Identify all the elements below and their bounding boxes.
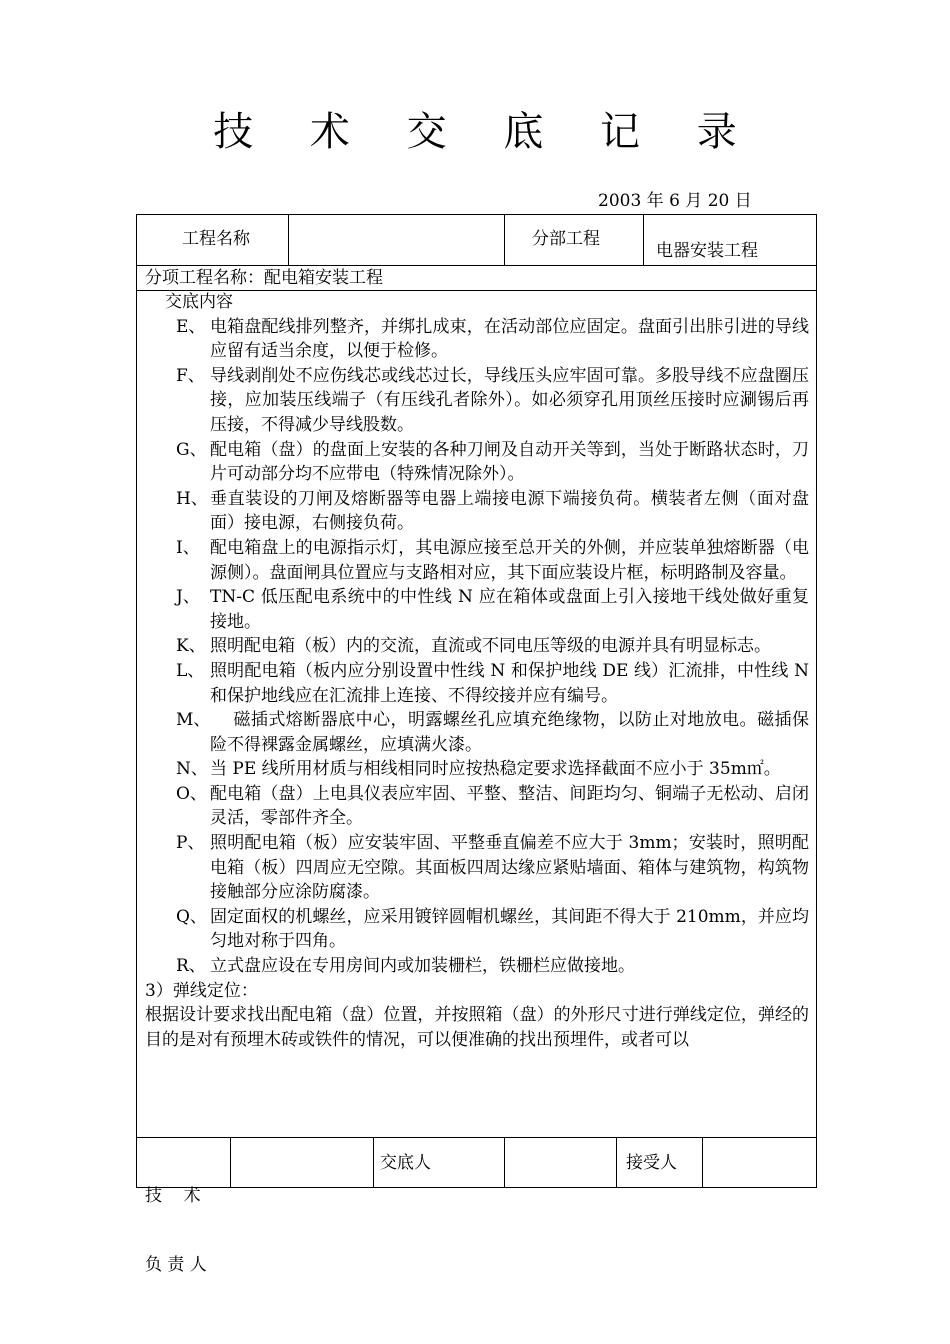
list-item	[145, 487, 809, 536]
presenter-label: 交底人	[380, 1153, 431, 1173]
list-item	[145, 536, 809, 585]
list-item	[145, 905, 809, 954]
item-letter: P、	[176, 833, 205, 854]
item-text: 配电箱（盘）的盘面上安装的各种刀闸及自动开关等到，当处于断路状态时，刀片可动部分均不应带电（特殊情况除外）。	[210, 439, 809, 485]
item-letter: O、	[176, 783, 207, 804]
document-title: 技 术 交 底 记 录	[213, 109, 759, 155]
item-letter: G、	[176, 439, 207, 460]
section-heading: 3）弹线定位：	[145, 980, 258, 1001]
item-letter: M、	[176, 710, 211, 731]
item-letter: N、	[176, 759, 208, 780]
list-item	[145, 954, 809, 979]
footer-divider-3	[504, 1137, 505, 1188]
project-name-value[interactable]	[296, 228, 496, 250]
subproject-name: 分项工程名称：配电箱安装工程	[145, 268, 383, 288]
item-text: 电箱盘配线排列整齐，并绑扎成束，在活动部位应固定。盘面引出胩引进的导线应留有适当余度，以便于检修。	[210, 316, 809, 362]
list-item	[145, 659, 809, 708]
item-text: 当 PE 线所用材质与相线相同时应按热稳定要求选择截面不应小于 35m㎡。	[210, 759, 781, 780]
item-letter: R、	[176, 956, 206, 977]
content-bottom-rule	[136, 1137, 817, 1138]
footer-divider-2	[373, 1137, 374, 1188]
list-item	[145, 708, 809, 757]
list-item	[145, 315, 809, 364]
item-letter: L、	[176, 660, 205, 681]
item-letter: J、	[176, 587, 200, 608]
tech-lead-label-line1: 技 术	[145, 1186, 201, 1206]
item-text: TN-C 低压配电系统中的中性线 N 应在箱体或盘面上引入接地干线处做好重复接地。	[210, 587, 809, 632]
item-text: 照明配电箱（板）内的交流，直流或不同电压等级的电源并具有明显标志。	[210, 636, 771, 657]
item-text: 固定面权的机螺丝，应采用镀锌圆帽机螺丝，其间距不得大于 210mm，并应均匀地对称于四角。	[210, 906, 809, 952]
project-name-label: 工程名称	[182, 229, 250, 249]
item-text: 配电箱（盘）上电具仪表应牢固、平整、整洁、间距均匀、铜端子无松动、启闭灵活，零部件齐全。	[210, 783, 809, 829]
item-letter: H、	[176, 488, 208, 509]
item-letter: Q、	[176, 906, 207, 927]
item-text: 垂直装设的刀闸及熔断器等电器上端接电源下端接负荷。横装者左侧（面对盘面）接电源，右侧接负荷。	[210, 488, 809, 534]
division-label: 分部工程	[532, 229, 600, 249]
receiver-label: 接受人	[626, 1153, 677, 1173]
division-value: 电器安装工程	[656, 241, 758, 261]
header-row-bottom-rule	[136, 265, 817, 266]
document-date: 2003 年 6 月 20 日	[598, 191, 752, 211]
tech-lead-label-line2: 负 责 人	[145, 1255, 207, 1275]
header-divider-3	[643, 214, 644, 265]
disclosure-content	[145, 290, 809, 1136]
list-item	[145, 782, 809, 831]
item-letter: K、	[176, 636, 206, 657]
footer-divider-4	[616, 1137, 617, 1188]
presenter-value[interactable]	[510, 1152, 610, 1174]
content-heading: 交底内容	[165, 292, 233, 312]
item-text: 照明配电箱（板内应分别设置中性线 N 和保护地线 DE 线）汇流排，中性线 N 和保护地线应在汇流排上连接、不得绞接并应有编号。	[210, 660, 809, 706]
list-item	[145, 757, 809, 782]
list-item	[145, 831, 809, 905]
item-letter: F、	[176, 365, 205, 386]
item-letter: E、	[176, 316, 206, 337]
footer-divider-1	[230, 1137, 231, 1188]
list-item	[145, 634, 809, 659]
list-item	[145, 438, 809, 487]
header-divider-2	[504, 214, 505, 265]
item-text: 照明配电箱（板）应安装牢固、平整垂直偏差不应大于 3mm；安装时，照明配电箱（板）四周应无空隙。其面板四周达缘应紧贴墙面、箱体与建筑物，构筑物接触部分应涂防腐漆。	[210, 833, 809, 903]
item-text: 立式盘应设在专用房间内或加装栅栏，铁栅栏应做接地。	[210, 956, 635, 977]
receiver-value[interactable]	[708, 1152, 812, 1174]
list-item	[145, 364, 809, 438]
tech-lead-value[interactable]	[236, 1152, 366, 1174]
footer-divider-5	[702, 1137, 703, 1188]
item-text: 配电箱盘上的电源指示灯，其电源应接至总开关的外侧，并应装单独熔断器（电源侧）。盘面闸具位置应与支路相对应，其下面应装设片框，标明路制及容量。	[210, 537, 809, 583]
item-letter: I、	[176, 537, 200, 558]
tech-lead-label	[145, 1139, 207, 1300]
item-text: 导线剥削处不应伤线芯或线芯过长，导线压头应牢固可靠。多股导线不应盘圈压接，应加装压线端子（有压线孔者除外）。如必须穿孔用顶丝压接时应涮锡后再压接，不得减少导线股数。	[210, 365, 809, 435]
list-item	[145, 585, 809, 634]
item-text: 磁插式熔断器底中心，明露螺丝孔应填充绝缘物，以防止对地放电。磁插保险不得裸露金属螺丝，应填满火漆。	[210, 710, 809, 755]
header-divider-1	[288, 214, 289, 265]
section-paragraph: 根据设计要求找出配电箱（盘）位置，并按照箱（盘）的外形尺寸进行弹线定位，弹经的目的是对有预埋木砖或铁件的情况，可以便准确的找出预埋件，或者可以	[145, 1005, 809, 1050]
